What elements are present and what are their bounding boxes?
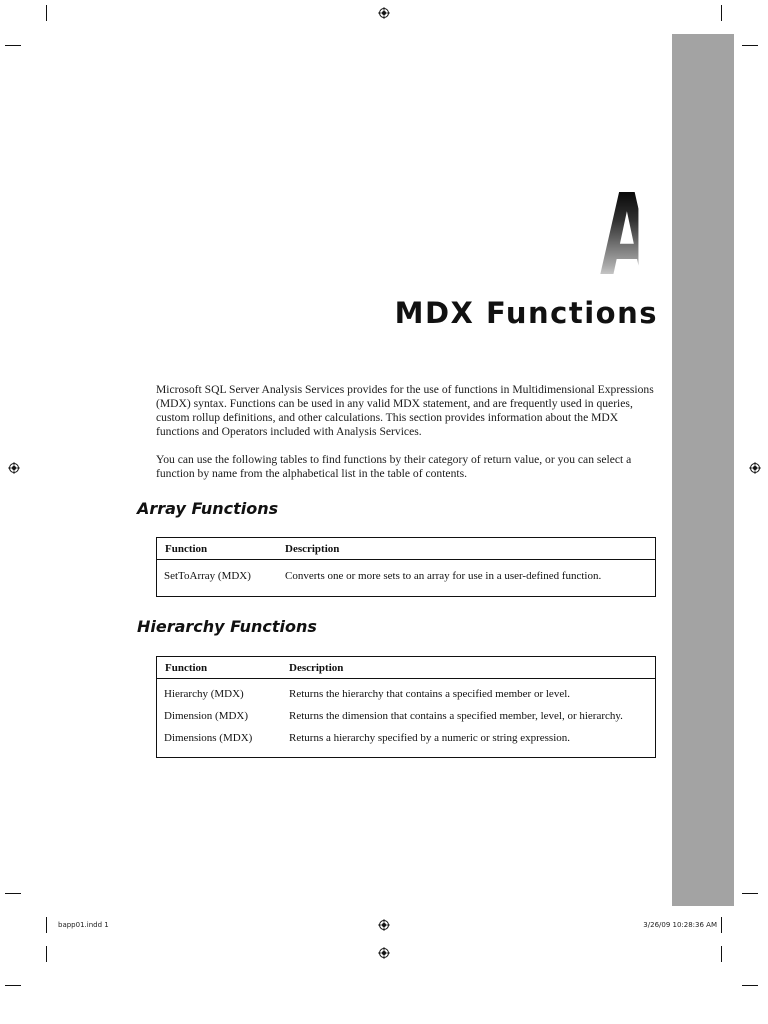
crop-mark xyxy=(721,946,722,962)
registration-mark-icon xyxy=(378,947,390,959)
crop-mark xyxy=(5,893,21,894)
page-title: MDX Functions xyxy=(394,296,658,330)
chapter-letter: A xyxy=(600,171,654,301)
table-cell-function: SetToArray (MDX) xyxy=(164,570,251,582)
table-header-description: Description xyxy=(285,543,340,555)
crop-mark xyxy=(46,5,47,21)
crop-mark xyxy=(742,45,758,46)
intro-paragraph: Microsoft SQL Server Analysis Services provides for the use of functions in Multidimensional Expressions (MDX) syntax. Functions can be used in any valid MDX statement, and are frequently used in queries, custom rollup definitions, and other calculations. This section provides information about the MDX functions and Operators included with Analysis Services. xyxy=(156,383,654,438)
table-cell-function: Hierarchy (MDX) xyxy=(164,688,244,700)
registration-mark-icon xyxy=(8,462,20,474)
crop-mark xyxy=(46,946,47,962)
hierarchy-functions-table xyxy=(156,656,656,758)
table-cell-function: Dimensions (MDX) xyxy=(164,732,253,744)
table-header-function: Function xyxy=(165,662,208,674)
registration-mark-icon xyxy=(749,462,761,474)
table-cell-description: Returns the hierarchy that contains a specified member or level. xyxy=(289,688,571,700)
crop-mark xyxy=(46,917,47,933)
crop-mark xyxy=(721,917,722,933)
chapter-side-tab xyxy=(672,34,734,906)
footer-timestamp: 3/26/09 10:28:36 AM xyxy=(643,921,717,929)
table-cell-description: Returns a hierarchy specified by a numeric or string expression. xyxy=(289,732,571,744)
crop-mark xyxy=(742,985,758,986)
table-header-row xyxy=(157,657,655,679)
table-header-row xyxy=(157,538,655,560)
intro-paragraph: You can use the following tables to find functions by their category of return value, or you can select a function by name from the alphabetical list in the table of contents. xyxy=(156,453,632,480)
table-header-function: Function xyxy=(165,543,208,555)
crop-mark xyxy=(721,5,722,21)
crop-mark xyxy=(5,45,21,46)
table-cell-description: Converts one or more sets to an array for use in a user-defined function. xyxy=(285,570,602,582)
table-cell-description: Returns the dimension that contains a specified member, level, or hierarchy. xyxy=(289,710,623,722)
array-functions-table xyxy=(156,537,656,597)
table-cell-function: Dimension (MDX) xyxy=(164,710,249,722)
footer-file-name: bapp01.indd 1 xyxy=(58,921,109,929)
registration-mark-icon xyxy=(378,919,390,931)
registration-mark-icon xyxy=(378,7,390,19)
crop-mark xyxy=(5,985,21,986)
section-title-array: Array Functions xyxy=(137,499,279,518)
section-title-hierarchy: Hierarchy Functions xyxy=(137,617,317,636)
table-header-description: Description xyxy=(289,662,344,674)
crop-mark xyxy=(742,893,758,894)
